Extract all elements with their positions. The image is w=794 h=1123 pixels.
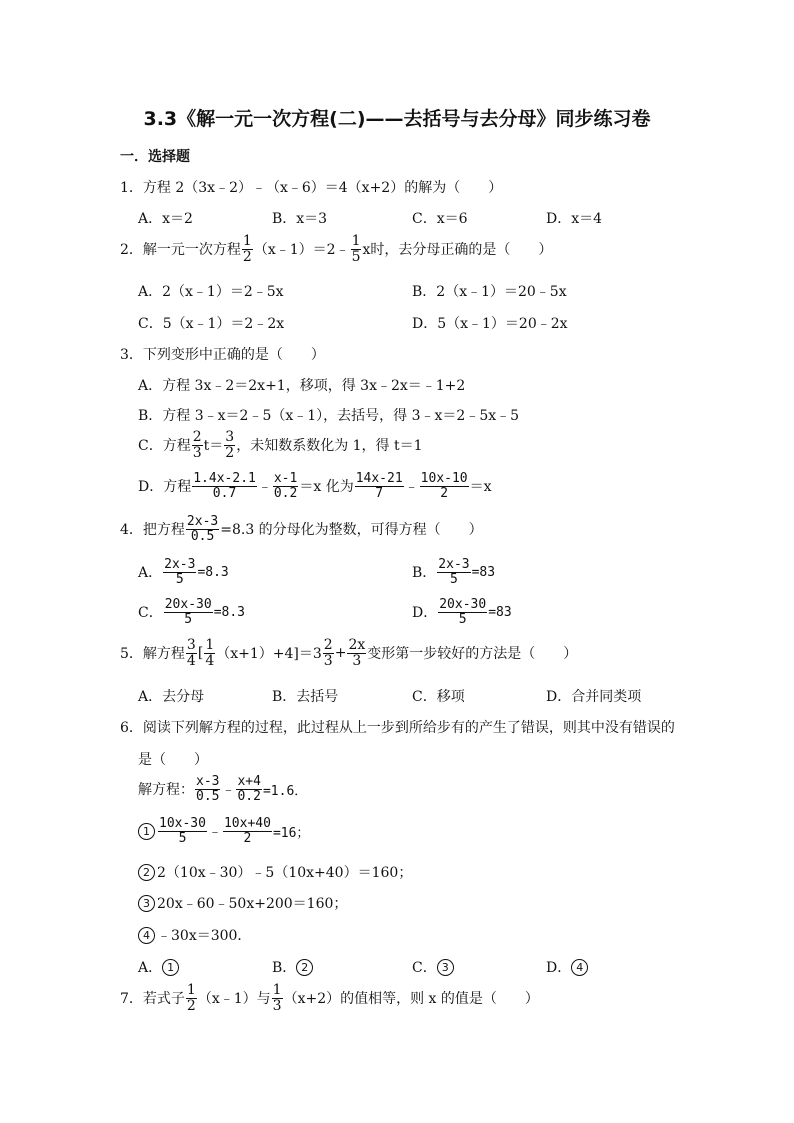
question-6: 6．阅读下列解方程的过程，此过程从上一步到所给步有的产生了错误，则其中没有错误的: [120, 720, 675, 736]
fraction: $\frac{2}{3}$: [323, 637, 333, 669]
fraction: $\frac{20x-30}{5}$: [164, 597, 212, 627]
circled-number: 2: [138, 864, 155, 881]
q2-option-c: C．5（x﹣1）＝2﹣2x: [138, 316, 285, 332]
q6-option-b: B． 2: [272, 957, 315, 977]
q2-option-a: A．2（x﹣1）＝2﹣5x: [138, 284, 284, 300]
question-5: 5．解方程 $\frac{3}{4}$ [ $\frac{1}{4}$ （x+1）+4]＝3 $\frac{2}{3}$ + $\frac{2x}{3}$ 变形第一步较好的方法是（ ）: [120, 637, 578, 669]
q6-step-4: 4 ﹣30x＝300．: [138, 925, 251, 945]
q3-option-b: B．方程 3﹣x＝2﹣5（x﹣1），去括号，得 3﹣x＝2﹣5x﹣5: [138, 408, 520, 424]
q4-option-d: D． $\frac{20x-30}{5}$ =83: [412, 597, 512, 627]
fraction: $\frac{14x-21}{7}$: [355, 471, 403, 501]
circled-number: 4: [138, 927, 155, 944]
fraction: $\frac{1}{2}$: [186, 982, 196, 1014]
fraction: $\frac{10x-30}{5}$: [159, 816, 206, 846]
fraction: $\frac{20x-30}{5}$: [439, 597, 487, 627]
q3-option-c: C．方程 $\frac{2}{3}$ t＝ $\frac{3}{2}$ ，未知数系数化为 1，得 t＝1: [138, 429, 423, 461]
q4-option-a: A． $\frac{2x-3}{5}$ =8.3: [138, 557, 229, 587]
q3-option-a: A．方程 3x﹣2＝2x+1，移项，得 3x﹣2x＝﹣1+2: [138, 378, 466, 394]
fraction: $\frac{x-3}{0.5}$: [196, 774, 220, 804]
circled-number: 2: [296, 959, 313, 976]
section-heading: 一．选择题: [120, 149, 190, 165]
q1-option-a: A．x＝2: [138, 211, 193, 227]
q5-option-b: B．去括号: [272, 689, 339, 705]
q5-option-a: A．去分母: [138, 689, 205, 705]
question-4: 4．把方程 $\frac{2x-3}{0.5}$ =8.3 的分母化为整数，可得方程（ ）: [120, 514, 483, 544]
q6-option-d: D． 4: [546, 957, 590, 977]
question-1: 1．方程 2（3x﹣2）﹣（x﹣6）＝4（x+2）的解为（ ）: [120, 180, 503, 196]
fraction: $\frac{10x-10}{2}$: [420, 471, 468, 501]
question-7: 7．若式子 $\frac{1}{2}$ （x﹣1）与 $\frac{1}{3}$ （x+2）的值相等，则 x 的值是（ ）: [120, 982, 539, 1014]
question-3: 3．下列变形中正确的是（ ）: [120, 347, 325, 363]
question-2: 2．解一元一次方程 $\frac{1}{2}$ （x﹣1）＝2﹣ $\frac{1}{5}$ x时，去分母正确的是（ ）: [120, 233, 553, 265]
fraction: $\frac{1}{5}$: [351, 233, 361, 265]
q4-option-b: B． $\frac{2x-3}{5}$ =83: [412, 557, 496, 587]
q1-option-c: C．x＝6: [412, 211, 468, 227]
fraction: $\frac{10x+40}{2}$: [223, 816, 271, 846]
q1-option-d: D．x＝4: [546, 211, 603, 227]
fraction: $\frac{2x-3}{5}$: [438, 557, 470, 587]
fraction: $\frac{2x-3}{5}$: [164, 557, 196, 587]
q6-step-3: 3 20x﹣60﹣50x+200＝160；: [138, 893, 347, 913]
q4-option-c: C． $\frac{20x-30}{5}$ =8.3: [138, 597, 245, 627]
page-title: 3.3《解一元一次方程(二)——去括号与去分母》同步练习卷: [143, 108, 651, 130]
fraction: $\frac{3}{2}$: [225, 429, 235, 461]
circled-number: 1: [162, 959, 179, 976]
q2-option-b: B．2（x﹣1）＝20﹣5x: [412, 284, 567, 300]
circled-number: 3: [138, 895, 155, 912]
q6-option-a: A． 1: [138, 957, 181, 977]
circled-number: 4: [571, 959, 588, 976]
fraction: $\frac{2x-3}{0.5}$: [186, 514, 219, 544]
q6-option-c: C． 3: [412, 957, 456, 977]
q2-option-d: D．5（x﹣1）＝20﹣2x: [412, 316, 568, 332]
fraction: $\frac{x-1}{0.2}$: [273, 471, 298, 501]
q3-option-d: D．方程 $\frac{1.4x-2.1}{0.7}$ ﹣ $\frac{x-1}{0.2}$ ＝x 化为 $\frac{14x-21}{7}$ ﹣ $\frac{10x-10}{2}$ ＝x: [138, 471, 492, 501]
fraction: $\frac{1}{4}$: [205, 637, 215, 669]
q5-option-c: C．移项: [412, 689, 465, 705]
fraction: $\frac{3}{4}$: [186, 637, 196, 669]
fraction: $\frac{1.4x-2.1}{0.7}$: [193, 471, 256, 501]
fraction: $\frac{1}{2}$: [242, 233, 252, 265]
q1-option-b: B．x＝3: [272, 211, 328, 227]
q6-equation: 解方程： $\frac{x-3}{0.5}$ ﹣ $\frac{x+4}{0.2}$ =1.6．: [138, 774, 308, 804]
q5-option-d: D．合并同类项: [546, 689, 642, 705]
q6-step-1: 1 $\frac{10x-30}{5}$ ﹣ $\frac{10x+40}{2}$ =16；: [138, 817, 309, 845]
fraction: $\frac{x+4}{0.2}$: [237, 774, 261, 804]
circled-number: 3: [437, 959, 454, 976]
question-6-cont: 是（ ）: [138, 752, 208, 768]
q6-step-2: 2 2（10x﹣30）﹣5（10x+40）＝160；: [138, 862, 412, 882]
fraction: $\frac{1}{3}$: [272, 982, 282, 1014]
fraction: $\frac{2}{3}$: [192, 429, 202, 461]
circled-number: 1: [138, 823, 155, 840]
fraction: $\frac{2x}{3}$: [348, 637, 366, 669]
